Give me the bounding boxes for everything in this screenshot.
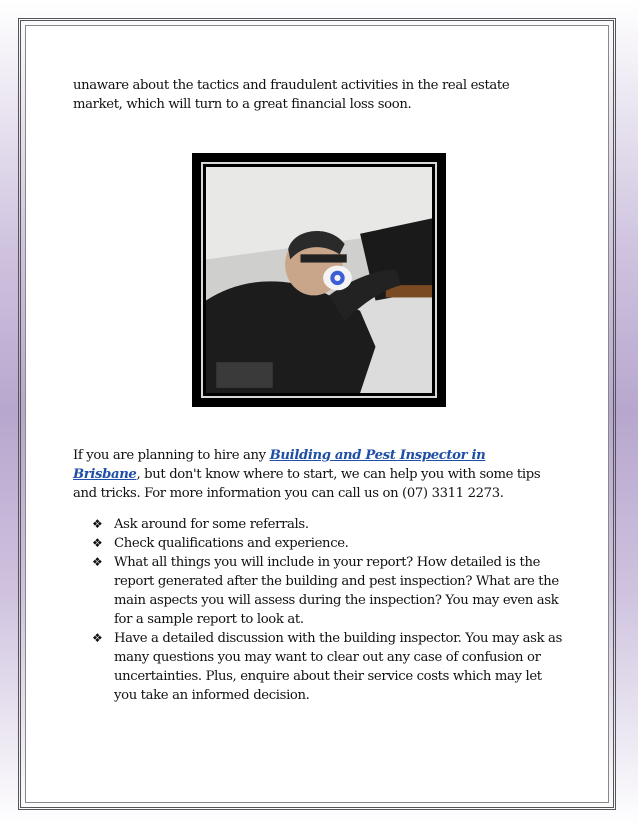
- diamond-bullet-icon: ❖: [92, 536, 103, 550]
- diamond-bullet-icon: ❖: [92, 555, 103, 569]
- list-item-text: Ask around for some referrals.: [114, 517, 309, 532]
- diamond-bullet-icon: ❖: [92, 631, 103, 645]
- list-item: [92, 515, 562, 534]
- paragraph-hire-text-after: , but don't know where to start, we can help you with some tips and tricks. For more information you can call us on (07) 3311 2273.: [73, 467, 541, 501]
- tips-list: [92, 515, 562, 705]
- paragraph-hire-inspector: [73, 446, 548, 503]
- building-pest-inspector-link[interactable]: Building and Pest Inspector in Brisbane: [73, 448, 486, 482]
- diamond-bullet-icon: ❖: [92, 517, 103, 531]
- inspector-photo: [201, 162, 437, 398]
- inspector-photo-illustration: [206, 167, 432, 393]
- list-item: [92, 629, 562, 705]
- inspector-photo-frame: [192, 153, 446, 407]
- list-item-text: Have a detailed discussion with the building inspector. You may ask as many questions you may want to clear out any case of confusion or uncertainties. Plus, enquire about their service costs which may let you take an informed decision.: [114, 631, 562, 703]
- paragraph-intro: unaware about the tactics and fraudulent activities in the real estate market, which will turn to a great financial loss soon.: [73, 78, 510, 112]
- list-item: [92, 534, 562, 553]
- list-item: [92, 553, 562, 629]
- paragraph-hire-text-before: If you are planning to hire any: [73, 448, 270, 463]
- list-item-text: Check qualifications and experience.: [114, 536, 349, 551]
- list-item-text: What all things you will include in your report? How detailed is the report generated after the building and pest inspection? What are the main aspects you will assess during the inspection? You may even ask for a sample report to look at.: [114, 555, 559, 627]
